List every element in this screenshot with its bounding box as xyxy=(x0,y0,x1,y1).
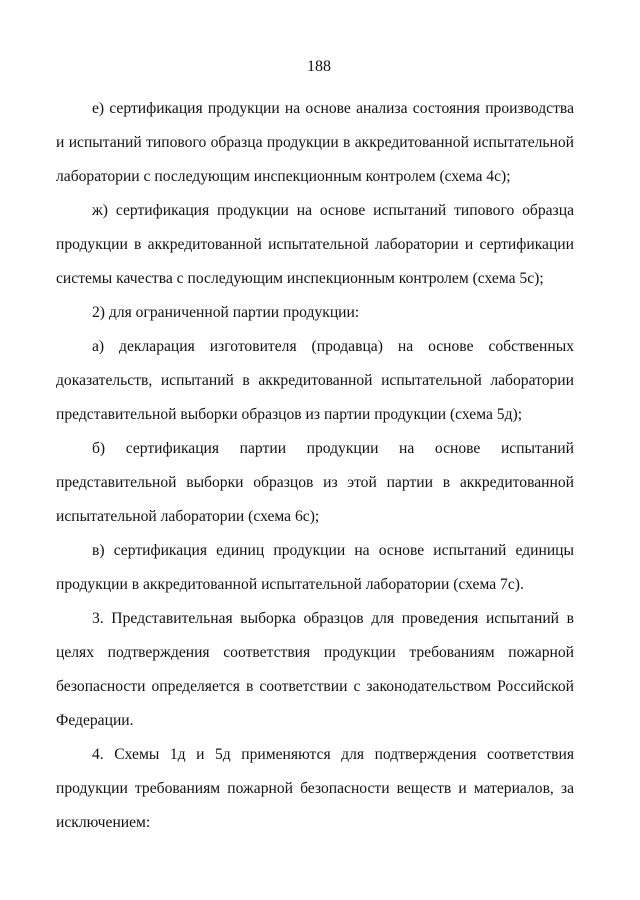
paragraph-e: е) сертификация продукции на основе анализа состояния производства и испытаний типового образца продукции в аккредитованной испытательной лаборатории с последующим инспекционным контролем (схема 4с); xyxy=(56,100,574,185)
paragraph-zh: ж) сертификация продукции на основе испытаний типового образца продукции в аккредитованной испытательной лаборатории и сертификации системы качества с последующим инспекционным контролем (схема 5с); xyxy=(56,202,574,287)
page-number: 188 xyxy=(307,58,331,75)
paragraph-3: 3. Представительная выборка образцов для проведения испытаний в целях подтверждения соответствия продукции требованиям пожарной безопасности определяется в соответствии с законодательством Российской Федерации. xyxy=(56,610,574,729)
paragraph-a: а) декларация изготовителя (продавца) на основе собственных доказательств, испытаний в аккредитованной испытательной лаборатории представительной выборки образцов из партии продукции (схема 5д); xyxy=(56,338,574,423)
paragraph-b: б) сертификация партии продукции на основе испытаний представительной выборки образцов из этой партии в аккредитованной испытательной лаборатории (схема 6с); xyxy=(56,440,574,525)
paragraph-limited-batch: 2) для ограниченной партии продукции: xyxy=(92,304,360,321)
paragraph-4: 4. Схемы 1д и 5д применяются для подтверждения соответствия продукции требованиям пожарной безопасности веществ и материалов, за исключением: xyxy=(56,746,574,831)
paragraph-v: в) сертификация единиц продукции на основе испытаний единицы продукции в аккредитованной испытательной лаборатории (схема 7с). xyxy=(56,542,574,593)
